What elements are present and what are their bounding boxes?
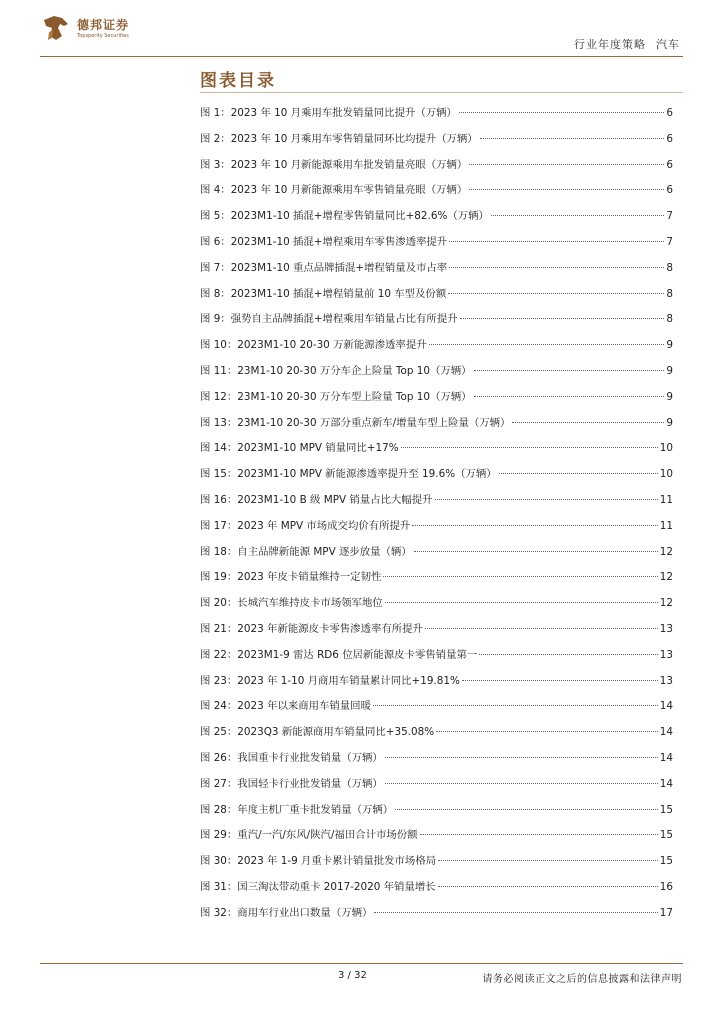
toc-leader-dots: [425, 627, 658, 629]
toc-entry-label: 图 27：我国轻卡行业批发销量（万辆）: [200, 777, 383, 790]
toc-entry[interactable]: [200, 646, 673, 672]
toc-entry-page: 17: [659, 906, 673, 919]
toc-entry[interactable]: [200, 620, 673, 646]
toc-entry-page: 15: [659, 803, 673, 816]
toc-entry-label: 图 19：2023 年皮卡销量维持一定韧性: [200, 571, 382, 584]
toc-entry[interactable]: [200, 826, 673, 852]
toc-leader-dots: [385, 782, 658, 784]
toc-entry-page: 14: [659, 751, 673, 764]
toc-entry-label: 图 20：长城汽车维持皮卡市场领军地位: [200, 597, 383, 610]
toc-leader-dots: [383, 575, 657, 577]
toc-entry-label: 图 15：2023M1-10 MPV 新能源渗透率提升至 19.6%（万辆）: [200, 468, 497, 481]
toc-entry[interactable]: [200, 414, 673, 440]
toc-leader-dots: [449, 240, 664, 242]
toc-leader-dots: [491, 214, 664, 216]
toc-entry-page: 9: [666, 364, 673, 377]
report-sector: 汽车: [656, 38, 680, 51]
toc-entry-label: 图 30：2023 年 1-9 月重卡累计销量批发市场格局: [200, 855, 437, 868]
toc-entry-label: 图 13：23M1-10 20-30 万部分重点新车/增量车型上险量（万辆）: [200, 416, 511, 429]
toc-entry-label: 图 12：23M1-10 20-30 万分车型上险量 Top 10（万辆）: [200, 390, 472, 403]
toc-entry-label: 图 8：2023M1-10 插混+增程销量前 10 车型及份额: [200, 287, 447, 300]
toc-entry-label: 图 26：我国重卡行业批发销量（万辆）: [200, 751, 383, 764]
toc-leader-dots: [385, 601, 658, 603]
toc-entry[interactable]: [200, 543, 673, 569]
toc-leader-dots: [479, 653, 657, 655]
toc-entry-label: 图 11：23M1-10 20-30 万分车企上险量 Top 10（万辆）: [200, 364, 472, 377]
toc-entry-page: 11: [659, 493, 673, 506]
toc-entry-page: 6: [666, 132, 673, 145]
toc-entry-label: 图 31：国三淘汰带动重卡 2017-2020 年销量增长: [200, 880, 436, 893]
toc-entry[interactable]: [200, 362, 673, 388]
header-divider: [40, 56, 683, 57]
toc-entry-page: 13: [659, 622, 673, 635]
toc-leader-dots: [412, 524, 657, 526]
toc-entry-label: 图 6：2023M1-10 插混+增程乘用车零售渗透率提升: [200, 235, 448, 248]
toc-entry[interactable]: [200, 285, 673, 311]
report-type: 行业年度策略: [574, 38, 646, 51]
toc-entry-page: 9: [666, 390, 673, 403]
toc-entry[interactable]: [200, 259, 673, 285]
toc-entry[interactable]: [200, 723, 673, 749]
toc-entry-label: 图 25：2023Q3 新能源商用车销量同比+35.08%: [200, 726, 435, 739]
page-header: [0, 0, 724, 62]
toc-entry-page: 8: [666, 287, 673, 300]
toc-entry[interactable]: [200, 878, 673, 904]
toc-entry[interactable]: [200, 130, 673, 156]
page-number: 3 / 32: [338, 970, 367, 981]
toc-leader-dots: [374, 911, 657, 913]
toc-leader-dots: [469, 163, 664, 165]
toc-entry-label: 图 16：2023M1-10 B 级 MPV 销量占比大幅提升: [200, 493, 433, 506]
toc-entry[interactable]: [200, 233, 673, 259]
toc-entry[interactable]: [200, 439, 673, 465]
toc-entry[interactable]: [200, 336, 673, 362]
toc-leader-dots: [395, 808, 658, 810]
toc-leader-dots: [469, 188, 664, 190]
toc-entry-page: 12: [659, 597, 673, 610]
toc-entry-page: 7: [666, 235, 673, 248]
toc-leader-dots: [436, 730, 658, 732]
toc-entry[interactable]: [200, 775, 673, 801]
toc-entry[interactable]: [200, 801, 673, 827]
toc-entry-label: 图 7：2023M1-10 重点品牌插混+增程销量及市占率: [200, 261, 448, 274]
toc-entry-label: 图 14：2023M1-10 MPV 销量同比+17%: [200, 442, 399, 455]
toc-entry-page: 11: [659, 519, 673, 532]
toc-entry-page: 13: [659, 674, 673, 687]
toc-leader-dots: [385, 756, 658, 758]
company-name-en: Topsperity Securities: [77, 33, 129, 39]
toc-entry[interactable]: [200, 749, 673, 775]
toc-entry-page: 6: [666, 158, 673, 171]
toc-leader-dots: [460, 317, 665, 319]
company-logo: [40, 14, 129, 44]
toc-leader-dots: [512, 421, 664, 423]
toc-entry[interactable]: [200, 672, 673, 698]
toc-entry-page: 7: [666, 210, 673, 223]
footer-disclaimer: 请务必阅读正文之后的信息披露和法律声明: [482, 974, 682, 985]
toc-leader-dots: [401, 446, 658, 448]
toc-entry-label: 图 1：2023 年 10 月乘用车批发销量同比提升（万辆）: [200, 107, 457, 119]
toc-entry[interactable]: [200, 904, 673, 930]
toc-entry-page: 6: [666, 107, 673, 119]
toc-leader-dots: [414, 550, 658, 552]
toc-entry-label: 图 4：2023 年 10 月新能源乘用车零售销量亮眼（万辆）: [200, 184, 468, 197]
toc-entry[interactable]: [200, 388, 673, 414]
logo-icon: [40, 14, 72, 44]
toc-entry-label: 图 3：2023 年 10 月新能源乘用车批发销量亮眼（万辆）: [200, 158, 468, 171]
toc-entry-label: 图 21：2023 年新能源皮卡零售渗透率有所提升: [200, 622, 423, 635]
toc-entry-label: 图 10：2023M1-10 20-30 万新能源渗透率提升: [200, 339, 427, 352]
toc-entry-label: 图 17：2023 年 MPV 市场成交均价有所提升: [200, 519, 411, 532]
toc-entry-label: 图 28：年度主机厂重卡批发销量（万辆）: [200, 803, 394, 816]
toc-entry-page: 13: [659, 648, 673, 661]
toc-leader-dots: [480, 137, 665, 139]
toc-entry-label: 图 29：重汽/一汽/东风/陕汽/福田合计市场份额: [200, 829, 418, 842]
toc-leader-dots: [459, 111, 664, 113]
toc-leader-dots: [438, 885, 658, 887]
toc-entry-page: 12: [659, 545, 673, 558]
toc-leader-dots: [373, 704, 658, 706]
toc-entry-page: 8: [666, 313, 673, 326]
toc-entry[interactable]: [200, 465, 673, 491]
toc-entry-page: 15: [659, 855, 673, 868]
toc-entry-label: 图 23：2023 年 1-10 月商用车销量累计同比+19.81%: [200, 674, 460, 687]
toc-entry[interactable]: [200, 207, 673, 233]
company-name-cn: 德邦证券: [77, 18, 130, 32]
toc-entry-page: 16: [659, 880, 673, 893]
toc-entry-page: 14: [659, 777, 673, 790]
toc-title-divider: [200, 92, 683, 93]
toc-leader-dots: [449, 266, 664, 268]
toc-leader-dots: [448, 292, 664, 294]
toc-entry[interactable]: [200, 517, 673, 543]
toc-leader-dots: [474, 395, 665, 397]
toc-leader-dots: [462, 679, 658, 681]
toc-entry[interactable]: [200, 104, 673, 130]
toc-entry-page: 9: [666, 416, 673, 429]
toc-entry-label: 图 32：商用车行业出口数量（万辆）: [200, 906, 373, 919]
toc-entry-label: 图 5：2023M1-10 插混+增程零售销量同比+82.6%（万辆）: [200, 210, 489, 223]
toc-entry-page: 14: [659, 726, 673, 739]
toc-leader-dots: [474, 369, 665, 371]
toc-entry-page: 10: [659, 468, 673, 481]
toc-leader-dots: [420, 833, 658, 835]
toc-entry-page: 8: [666, 261, 673, 274]
toc-title: 图表目录: [200, 71, 276, 91]
toc-entry-page: 9: [666, 339, 673, 352]
toc-leader-dots: [429, 343, 665, 345]
header-report-info: [574, 36, 680, 52]
toc-entry[interactable]: [200, 181, 673, 207]
toc-entry[interactable]: [200, 594, 673, 620]
toc-entry-page: 6: [666, 184, 673, 197]
toc-entry[interactable]: [200, 852, 673, 878]
toc-entry[interactable]: [200, 310, 673, 336]
toc-entry-label: 图 18：自主品牌新能源 MPV 逐步放量（辆）: [200, 545, 412, 558]
toc-entry-page: 10: [659, 442, 673, 455]
footer-divider: [40, 963, 683, 964]
toc-leader-dots: [435, 498, 658, 500]
toc-entry-page: 14: [659, 700, 673, 713]
toc-entry-page: 12: [659, 571, 673, 584]
toc-entry[interactable]: [200, 491, 673, 517]
toc-leader-dots: [438, 859, 658, 861]
toc-leader-dots: [499, 472, 658, 474]
toc-entry[interactable]: [200, 568, 673, 594]
toc-entry-label: 图 2：2023 年 10 月乘用车零售销量同环比均提升（万辆）: [200, 132, 478, 145]
toc-entry-page: 15: [659, 829, 673, 842]
toc-entry[interactable]: [200, 156, 673, 182]
toc-entry-label: 图 22：2023M1-9 雷达 RD6 位居新能源皮卡零售销量第一: [200, 648, 478, 661]
toc-entry-label: 图 9：强势自主品牌插混+增程乘用车销量占比有所提升: [200, 313, 458, 326]
toc-entry[interactable]: [200, 697, 673, 723]
toc-entry-label: 图 24：2023 年以来商用车销量回暖: [200, 700, 371, 713]
toc-list: [200, 104, 673, 930]
